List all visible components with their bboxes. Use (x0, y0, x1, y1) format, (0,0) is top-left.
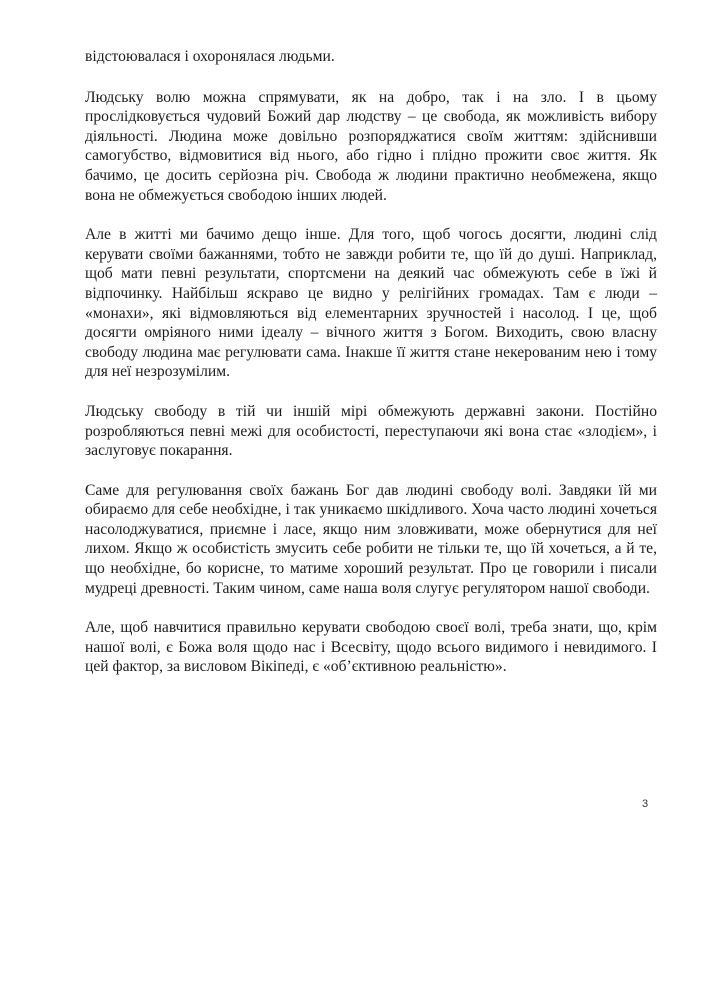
paragraph-2: Людську волю можна спрямувати, як на добро, так і на зло. І в цьому прослідковується чудовий Божий дар людству – це свобода, як можливість вибору діяльності. Людина може довільно розпоряджатися своїм життям: здійснивши самогубство, відмовитися від нього, або гідно і плідно прожити своє життя. Як бачимо, це досить серйозна річ. Свобода ж людини практично необмежена, якщо вона не обмежується свободою інших людей. (85, 88, 657, 204)
paragraph-4: Людську свободу в тій чи іншій мірі обмежують державні закони. Постійно розробляються певні межі для особистості, переступаючи які вона стає «злодієм», і заслуговує покарання. (85, 402, 657, 460)
paragraph-1: відстоювалася і охоронялася людьми. (85, 48, 335, 65)
document-body (85, 47, 657, 697)
paragraph-3: Але в житті ми бачимо дещо інше. Для того, щоб чогось досягти, людині слід керувати своїми бажаннями, тобто не завжди робити те, що їй до душі. Наприклад, щоб мати певні результати, спортсмени на деякий час обмежують себе в їжі й відпочинку. Найбільш яскраво це видно у релігійних громадах. Там є люди – «монахи», які відмовляються від елементарних зручностей і насолод. І це, щоб досягти омріяного ними ідеалу – вічного життя з Богом. Виходить, свою власну свободу людина має регулювати сама. Інакше її життя стане некерованим нею і тому для неї незрозумілим. (85, 226, 657, 381)
paragraph-6: Але, щоб навчитися правильно керувати свободою своєї волі, треба знати, що, крім нашої волі, є Божа воля щодо нас і Всесвіту, щодо всього видимого і невидимого. І цей фактор, за висловом Вікіпеді, є «об’єктивною реальністю». (85, 619, 657, 676)
page-number: 3 (642, 798, 649, 810)
paragraph-5: Саме для регулювання своїх бажань Бог дав людині свободу волі. Завдяки їй ми обираємо для себе необхідне, і так уникаємо шкідливого. Хоча часто людині хочеться насолоджуватися, приємне і ласе, якщо ним зловживати, може обернутися для неї лихом. Якщо ж особистість змусить себе робити не тільки те, що їй хочеться, а й те, що необхідне, бо корисне, то матиме хороший результат. Про це говорили і писали мудреці древності. Таким чином, саме наша воля слугує регулятором нашої свободи. (85, 481, 657, 597)
